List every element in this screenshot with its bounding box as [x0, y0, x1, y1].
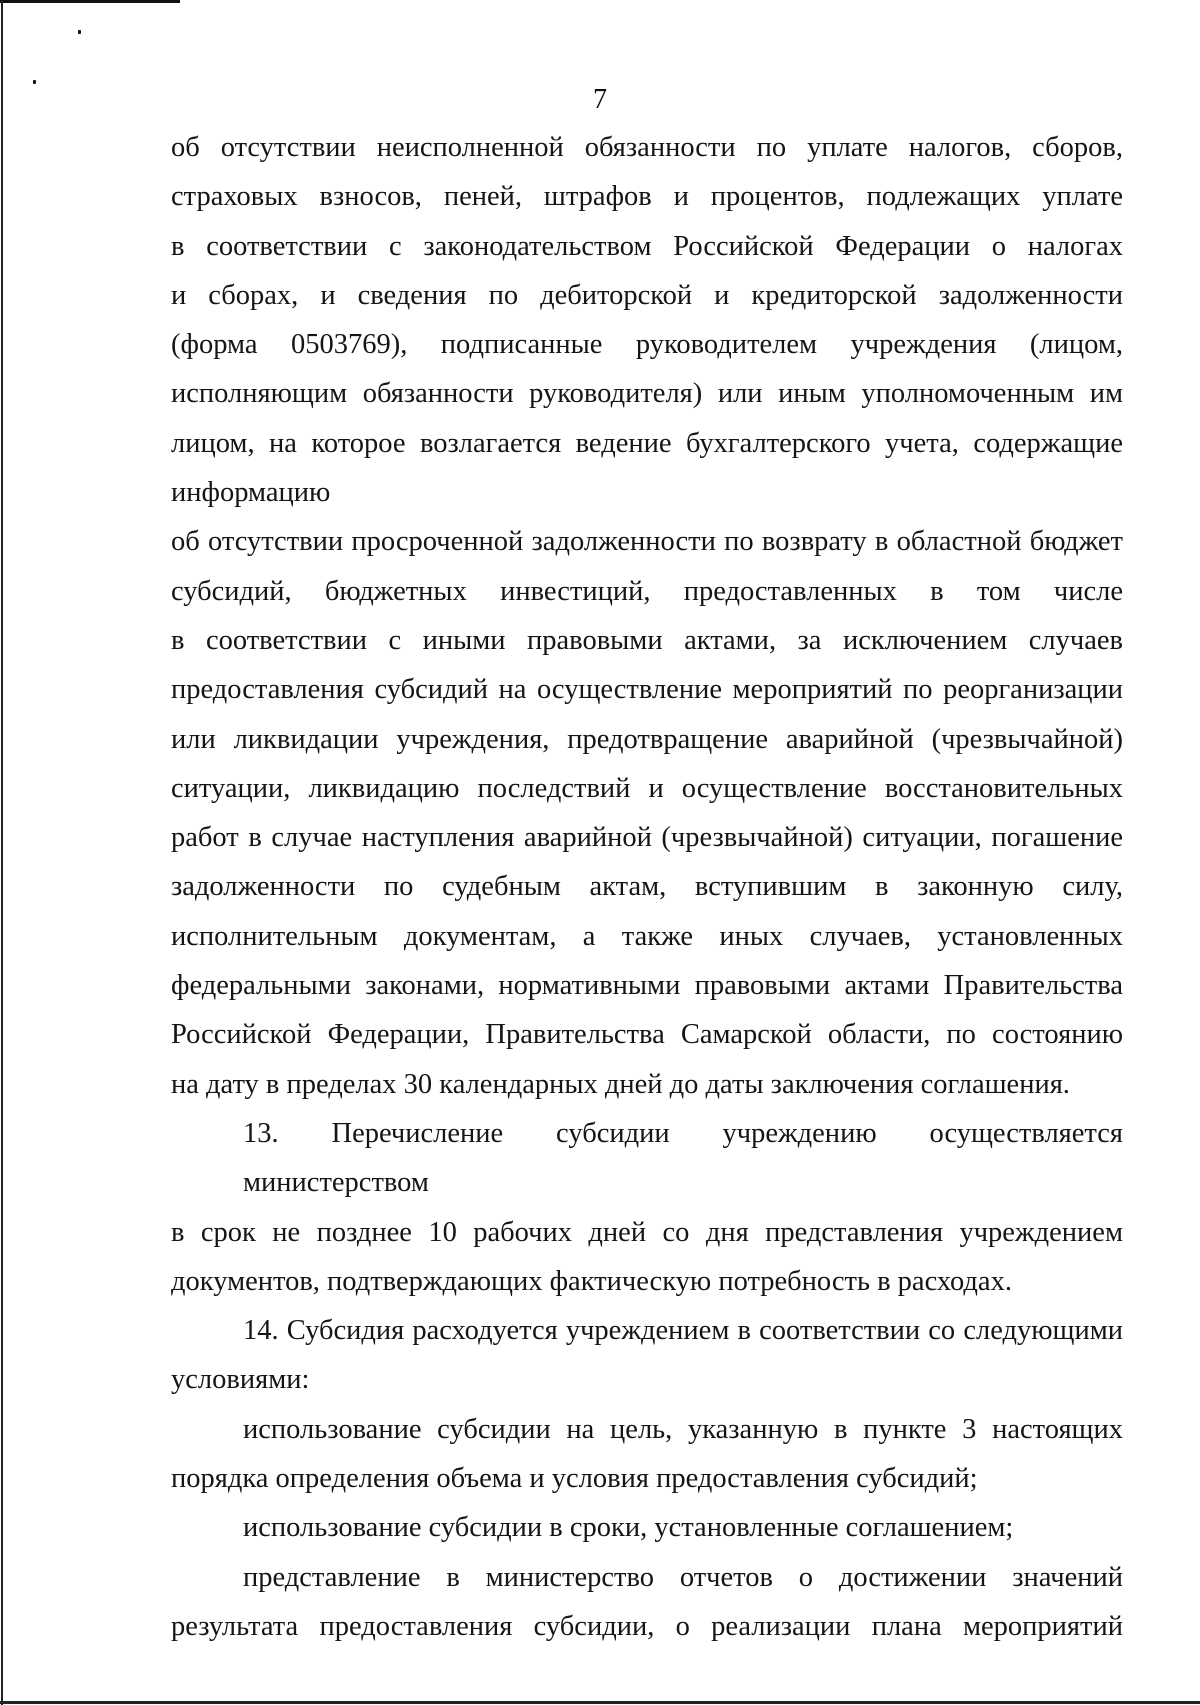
- text-line: условиями:: [171, 1364, 310, 1396]
- text-line: ситуации, ликвидацию последствий и осуществление восстановительных: [171, 772, 1123, 804]
- document-body: [171, 123, 1123, 1651]
- text-line: в срок не позднее 10 рабочих дней со дня представления учреждением: [171, 1216, 1123, 1248]
- text-line: и сборах, и сведения по дебиторской и кредиторской задолженности: [171, 279, 1123, 311]
- text-line: федеральными законами, нормативными правовыми актами Правительства: [171, 970, 1123, 1002]
- text-line: исполнительным документам, а также иных случаев, установленных: [171, 920, 1123, 952]
- text-line: на дату в пределах 30 календарных дней до даты заключения соглашения.: [171, 1068, 1070, 1100]
- text-line: работ в случае наступления аварийной (чрезвычайной) ситуации, погашение: [171, 822, 1123, 854]
- scan-speck: [78, 30, 81, 34]
- text-line: 14. Субсидия расходуется учреждением в соответствии со следующими: [243, 1315, 1123, 1347]
- text-line: субсидий, бюджетных инвестиций, предоставленных в том числе: [171, 575, 1123, 607]
- text-line: результата предоставления субсидии, о реализации плана мероприятий: [171, 1610, 1123, 1642]
- text-line: документов, подтверждающих фактическую потребность в расходах.: [171, 1265, 1012, 1297]
- text-line: страховых взносов, пеней, штрафов и процентов, подлежащих уплате: [171, 181, 1123, 213]
- text-line: в соответствии с иными правовыми актами, за исключением случаев: [171, 624, 1123, 656]
- scan-edge-bottom: [0, 1701, 1200, 1704]
- scan-edge-top: [0, 0, 180, 3]
- text-line: исполняющим обязанности руководителя) или иным уполномоченным им: [171, 378, 1123, 410]
- text-line: об отсутствии неисполненной обязанности по уплате налогов, сборов,: [171, 132, 1123, 163]
- text-line: порядка определения объема и условия предоставления субсидий;: [171, 1463, 978, 1495]
- text-line: использование субсидии в сроки, установленные соглашением;: [243, 1512, 1014, 1544]
- text-line: лицом, на которое возлагается ведение бухгалтерского учета, содержащие: [171, 427, 1123, 459]
- text-line: об отсутствии просроченной задолженности по возврату в областной бюджет: [171, 526, 1123, 558]
- text-line: в соответствии с законодательством Российской Федерации о налогах: [171, 230, 1123, 262]
- text-line: предоставления субсидий на осуществление мероприятий по реорганизации: [171, 674, 1123, 706]
- text-line: задолженности по судебным актам, вступившим в законную силу,: [171, 871, 1123, 903]
- text-line: или ликвидации учреждения, предотвращение аварийной (чрезвычайной): [171, 723, 1123, 755]
- text-line: использование субсидии на цель, указанную в пункте 3 настоящих: [243, 1413, 1123, 1445]
- text-line: (форма 0503769), подписанные руководителем учреждения (лицом,: [171, 329, 1123, 361]
- text-line: 13. Перечисление субсидии учреждению осуществляется министерством: [243, 1117, 1123, 1199]
- text-line: информацию: [171, 477, 331, 509]
- scan-edge-left: [1, 0, 3, 1705]
- text-line: Российской Федерации, Правительства Самарской области, по состоянию: [171, 1019, 1123, 1051]
- text-line: представление в министерство отчетов о достижении значений: [243, 1561, 1123, 1593]
- page-number: 7: [593, 84, 607, 115]
